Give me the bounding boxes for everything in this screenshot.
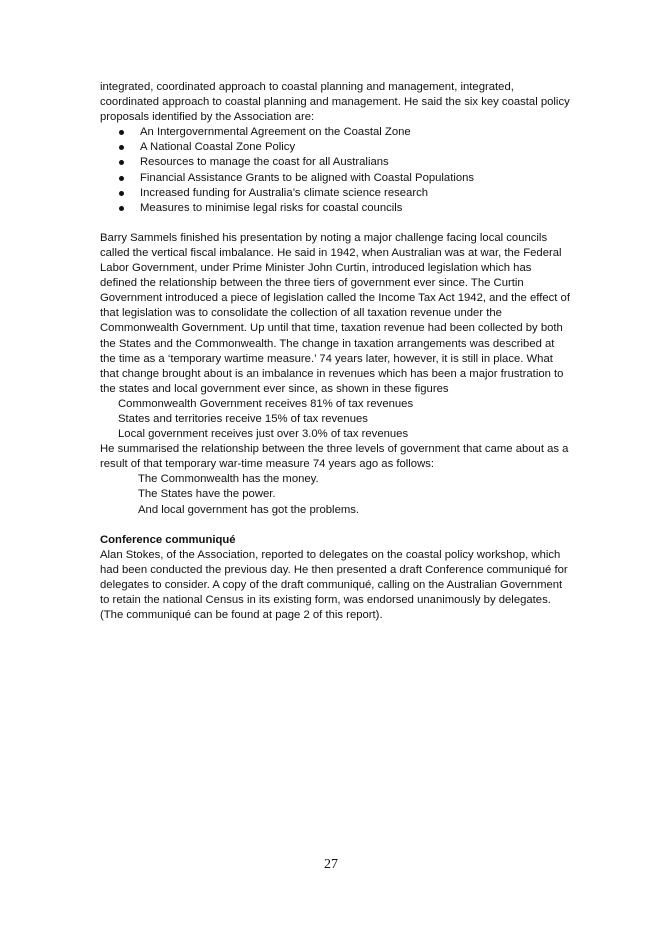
bullet-icon [119,176,124,181]
bullet-icon [119,145,124,150]
list-item: A National Coastal Zone Policy [100,140,570,155]
body-text [100,80,570,623]
summary-line: The Commonwealth has the money. [138,473,319,486]
tax-figure-line: States and territories receive 15% of tax revenues [118,412,368,425]
intro-paragraph: integrated, coordinated approach to coastal planning and management, integrated, coordinated approach to coastal planning and management. He said the six key coastal policy proposals identified by the Association are: [100,81,570,124]
policy-proposals-list [100,125,570,216]
bullet-icon [119,130,124,135]
bullet-icon [119,191,124,196]
list-item: Increased funding for Australia’s climate science research [100,186,570,201]
page-number: 27 [324,857,338,872]
bullet-icon [119,160,124,165]
summary-line: And local government has got the problems. [138,503,360,516]
summary-line: The States have the power. [138,488,276,501]
list-item: An Intergovernmental Agreement on the Coastal Zone [100,125,570,140]
list-item: Financial Assistance Grants to be aligned with Coastal Populations [100,171,570,186]
tax-figure-line: Local government receives just over 3.0% of tax revenues [118,428,409,441]
bullet-icon [119,206,124,211]
list-item: Resources to manage the coast for all Australians [100,155,570,170]
list-item: Measures to minimise legal risks for coastal councils [100,201,570,216]
communique-paragraph: Alan Stokes, of the Association, reported to delegates on the coastal policy workshop, which had been conducted the previous day. He then presented a draft Conference communiqué for delegates to consider. A copy of the draft communiqué, calling on the Australian Government to retain the national Census in its existing form, was endorsed unanimously by delegates. (The communiqué can be found at page 2 of this report). [100,548,568,622]
fiscal-imbalance-paragraph: Barry Sammels finished his presentation by noting a major challenge facing local councils called the vertical fiscal imbalance. He said in 1942, when Australian was at war, the Federal Labor Government, under Prime Minister John Curtin, introduced legislation which has defined the relationship between the three tiers of government ever since. The Curtin Government introduced a piece of legislation called the Income Tax Act 1942, and the effect of that legislation was to consolidate the collection of all taxation revenue under the Commonwealth Government. Up until that time, taxation revenue had been collected by both the States and the Commonwealth. The change in taxation arrangements was described at the time as a ‘temporary wartime measure.’ 74 years later, however, it is still in place. What that change brought about is an imbalance in revenues which has been a major frustration to the states and local government ever since, as shown in these figures [100,231,570,395]
tax-figure-line: Commonwealth Government receives 81% of tax revenues [118,397,414,410]
summary-paragraph: He summarised the relationship between the three levels of government that came about as a result of that temporary war-time measure 74 years ago as follows: [100,443,569,471]
section-heading: Conference communiqué [100,533,236,546]
